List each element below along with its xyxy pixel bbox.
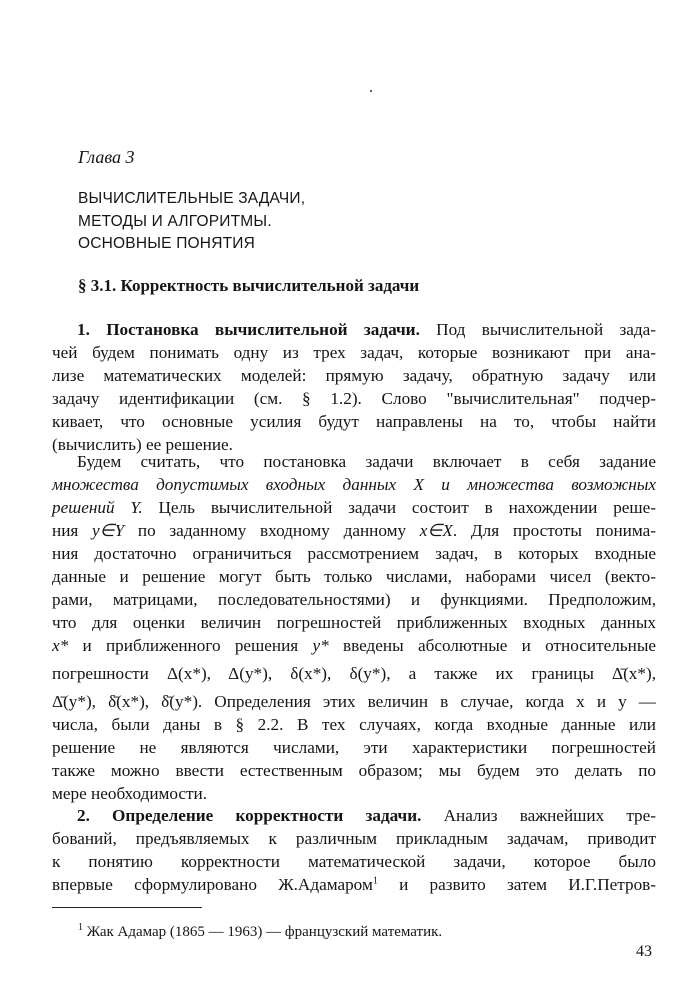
text-line: бований, предъявляемых к различным прикладным задачам, приводит xyxy=(52,829,656,848)
text-line: лизе математических моделей: прямую задачу, обратную задачу или xyxy=(52,366,656,385)
footnote-ref: 1 xyxy=(372,875,378,887)
text-line: чей будем понимать одну из трех задач, которые возникают при ана- xyxy=(52,343,656,362)
math-span: y∈Y xyxy=(92,521,125,540)
page-number: 43 xyxy=(636,943,652,960)
footnote-text: Жак Адамар (1865 — 1963) — французский математик. xyxy=(83,924,443,940)
text-line: задачу идентификации (см. § 1.2). Слово "вычислительная" подчер- xyxy=(52,389,656,408)
paragraph-heading: 1. Постановка вычислительной задачи. xyxy=(77,320,420,339)
footnote xyxy=(78,924,442,941)
text-line: что для оценки величин погрешностей приближенных входных данных xyxy=(52,613,656,632)
text-span: и приближенного решения xyxy=(68,636,313,655)
chapter-title-line: МЕТОДЫ И АЛГОРИТМЫ. xyxy=(78,212,272,230)
text-line: мере необходимости. xyxy=(52,784,208,803)
text-line: Будем считать, что постановка задачи включает в себя задание xyxy=(77,452,656,471)
text-span: введены абсолютные и относительные xyxy=(328,636,656,655)
text-span: впервые сформулировано Ж.Адамаром xyxy=(52,875,373,894)
text-line: Δ̄(y*), δ̄(x*), δ̄(y*). Определения этих величин в случае, когда x и y — xyxy=(52,692,656,711)
text-line: решение не являются числами, эти характеристики погрешностей xyxy=(52,738,656,757)
math-span: x* xyxy=(52,636,69,655)
text-line: ния достаточно ограничиться рассмотрением задач, в которых входные xyxy=(52,544,656,563)
text-span: по заданному входному данному xyxy=(124,521,420,540)
footnote-mark: 1 xyxy=(78,922,83,933)
chapter-label: Глава 3 xyxy=(78,147,135,167)
chapter-title xyxy=(78,188,305,256)
text-line: множества допустимых входных данных X и множества возможных xyxy=(52,475,656,494)
text-span: Анализ важнейших тре- xyxy=(421,806,656,825)
math-span: x∈X xyxy=(419,521,453,540)
text-line xyxy=(52,636,656,656)
text-line xyxy=(52,498,656,518)
text-line: (вычислить) ее решение. xyxy=(52,435,233,454)
text-line: к понятию корректности математической задачи, которое было xyxy=(52,852,656,871)
text-line xyxy=(52,875,656,895)
text-span: Под вычислительной зада- xyxy=(419,320,656,339)
text-span: Цель вычислительной задачи состоит в нахождении реше- xyxy=(142,498,656,517)
text-span: решений Y. xyxy=(52,498,143,517)
text-span: . Для простоты понима- xyxy=(452,521,656,540)
text-span: ния xyxy=(52,521,93,540)
chapter-title-line: ОСНОВНЫЕ ПОНЯТИЯ xyxy=(78,235,255,252)
text-line: данные и решение могут быть только числами, наборами чисел (векто- xyxy=(52,567,656,586)
text-span: и развито затем И.Г.Петров- xyxy=(377,875,656,894)
text-line xyxy=(52,521,656,541)
text-line: числа, были даны в § 2.2. В тех случаях, когда входные данные или xyxy=(52,715,656,734)
text-line: кивает, что основные усилия будут направлены на то, чтобы найти xyxy=(52,412,656,431)
paragraph-heading: 2. Определение корректности задачи. xyxy=(77,806,422,825)
text-line: также можно ввести естественным образом; мы будем это делать по xyxy=(52,761,656,780)
speck xyxy=(370,90,372,92)
footnote-rule xyxy=(52,907,202,908)
text-line: рами, матрицами, последовательностями) и функциями. Предположим, xyxy=(52,590,656,609)
math-span: y* xyxy=(312,636,329,655)
chapter-title-line: ВЫЧИСЛИТЕЛЬНЫЕ ЗАДАЧИ, xyxy=(78,190,306,207)
section-heading: § 3.1. Корректность вычислительной задачи xyxy=(78,276,420,295)
text-line xyxy=(52,806,656,826)
text-line: погрешности Δ(x*), Δ(y*), δ(x*), δ(y*), а также их границы Δ̄(x*), xyxy=(52,664,656,683)
text-line xyxy=(52,320,656,340)
